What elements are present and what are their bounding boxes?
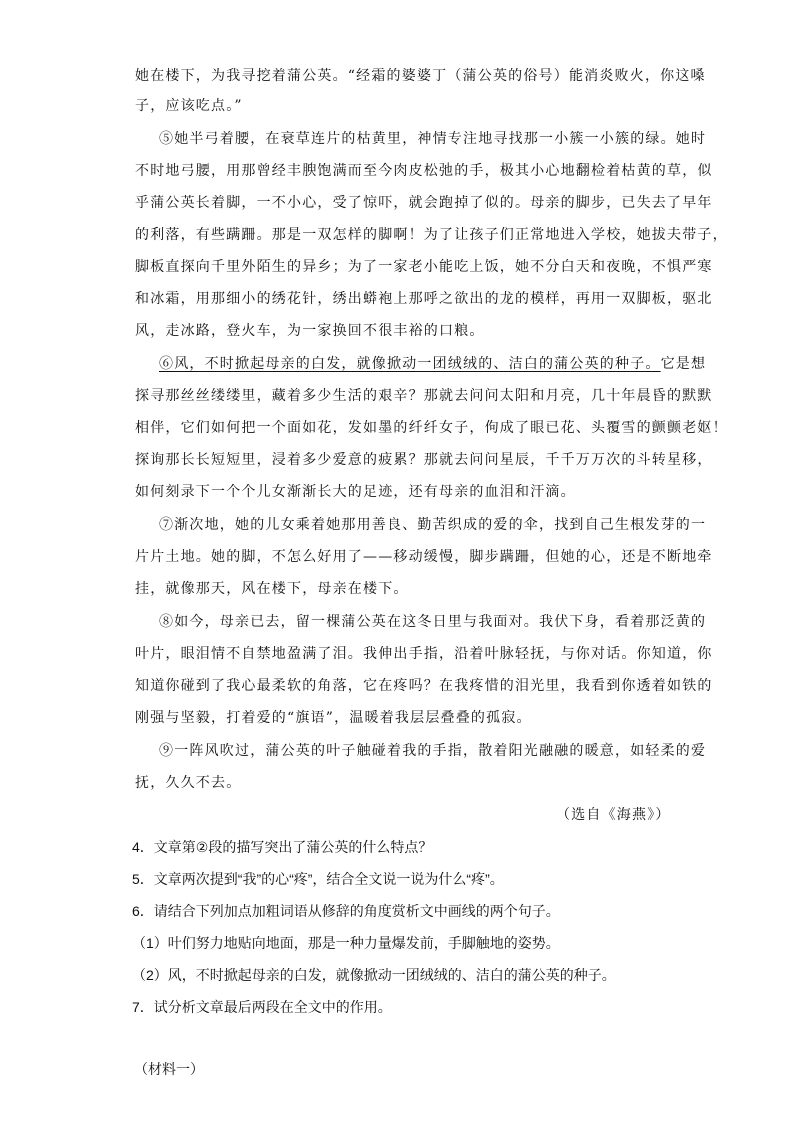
question-6-item-2: （2）风，不时掀起母亲的白发，就像掀动一团绒绒的、洁白的蒲公英的种子。: [132, 967, 616, 983]
passage-text: 它是想: [660, 356, 707, 372]
passage-line: 抚，久久不去。: [135, 775, 242, 791]
section-label: （材料一）: [134, 1061, 204, 1077]
passage-line: 的利落，有些蹒跚。那是一双怎样的脚啊！为了让孩子们正常地进入学校，她拔夫带子，: [135, 227, 728, 243]
passage-line: 知道你碰到了我心最柔软的角落，它在疼吗？在我疼惜的泪光里，我看到你透着如铁的: [135, 678, 713, 694]
paragraph-7-start: ⑦渐次地，她的儿女乘着她那用善良、勤苦织成的爱的伞，找到自己生根发芽的一: [159, 517, 707, 533]
passage-line: 相伴，它们如何把一个面如花，发如墨的纤纤女子，佝成了眼已花、头覆雪的颤颤老妪！: [135, 420, 728, 436]
source-citation: （选自《海燕》）: [556, 807, 671, 823]
paragraph-8-start: ⑧如今，母亲已去，留一棵蒲公英在这冬日里与我面对。我伏下身，看着那泛黄的: [159, 614, 707, 630]
question-7: 7．试分析文章最后两段在全文中的作用。: [132, 999, 392, 1015]
passage-line: 乎蒲公英长着脚，一不小心，受了惊吓，就会跑掉了似的。母亲的脚步，已失去了早年: [135, 195, 713, 211]
passage-line: 她在楼下，为我寻挖着蒲公英。“经霜的婆婆丁（蒲公英的俗号）能消炎败火，你这嗓: [135, 68, 706, 84]
passage-line: 子，应该吃点。”: [135, 98, 243, 114]
question-6: 6．请结合下列加点加粗词语从修辞的角度赏析文中画线的两个句子。: [132, 903, 560, 919]
question-5: 5．文章两次提到“我”的心“疼”，结合全文说一说为什么“疼”。: [132, 871, 504, 887]
passage-line: 不时地弓腰，用那曾经丰腴饱满而至今肉皮松弛的手，极其小心地翻检着枯黄的草，似: [135, 163, 713, 179]
paragraph-9-start: ⑨一阵风吹过，蒲公英的叶子触碰着我的手指，散着阳光融融的暖意，如轻柔的爱: [159, 743, 707, 759]
passage-line: 探询那长长短短里，浸着多少爱意的疲累？那就去问问星辰，千千万万次的斗转星移，: [135, 452, 713, 468]
passage-line: 片片土地。她的脚，不怎么好用了——移动缓慢，脚步蹒跚，但她的心，还是不断地牵: [135, 549, 713, 565]
passage-line: 刚强与坚毅，打着爱的“旗语”，温暖着我层层叠叠的孤寂。: [135, 710, 532, 726]
paragraph-6-start: [159, 355, 706, 373]
question-6-item-1: （1）叶们努力地贴向地面，那是一种力量爆发前，手脚触地的姿势。: [132, 935, 560, 951]
underlined-sentence: ⑥风，不时掀起母亲的白发，就像掀动一团绒绒的、洁白的蒲公英的种子。: [159, 356, 661, 372]
passage-line: 如何刻录下一个个儿女渐渐长大的足迹，还有母亲的血泪和汗滴。: [135, 484, 576, 500]
question-4: 4．文章第②段的描写突出了蒲公英的什么特点？: [132, 839, 433, 855]
passage-line: 风，走冰路，登火车，为一家换回不很丰裕的口粮。: [135, 323, 485, 339]
passage-line: 脚板直探向千里外陌生的异乡；为了一家老小能吃上饭，她不分白天和夜晚，不惧严寒: [135, 259, 713, 275]
passage-line: 探寻那丝丝缕缕里，藏着多少生活的艰辛？那就去问问太阳和月亮，几十年晨昏的默默: [135, 388, 713, 404]
passage-line: 叶片，眼泪情不自禁地盈满了泪。我伸出手指，沿着叶脉轻抚，与你对话。你知道，你: [135, 646, 713, 662]
passage-line: 和冰霜，用那细小的绣花针，绣出蟒袍上那呼之欲出的龙的模样，再用一双脚板，驱北: [135, 291, 713, 307]
paragraph-5-start: ⑤她半弓着腰，在衰草连片的枯黄里，神情专注地寻找那一小簇一小簇的绿。她时: [159, 131, 707, 147]
passage-line: 挂，就像那天，风在楼下，母亲在楼下。: [135, 581, 409, 597]
